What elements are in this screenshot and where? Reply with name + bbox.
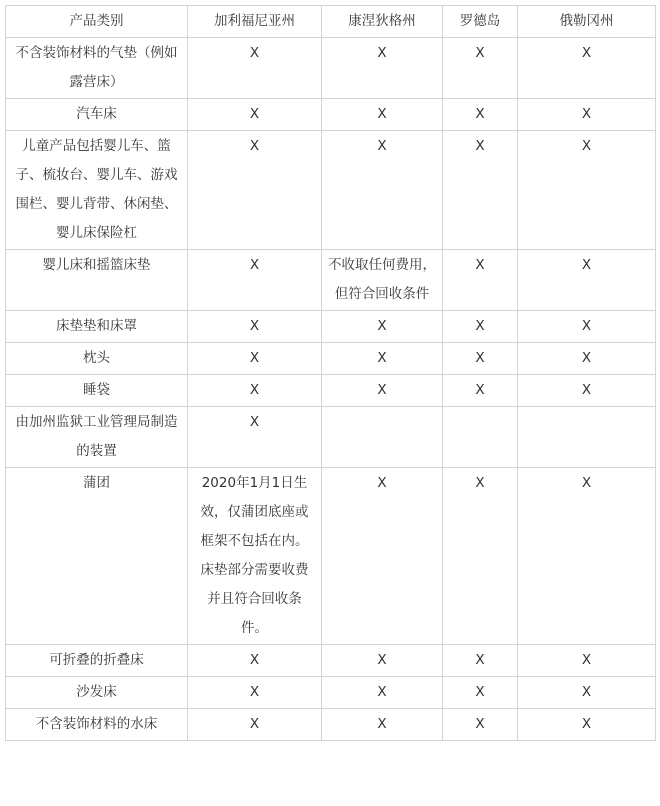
recycling-fee-table: [5, 5, 656, 741]
product-category-cell: 枕头: [6, 343, 188, 375]
california-cell: X: [188, 645, 322, 677]
oregon-cell: X: [518, 250, 656, 311]
california-cell: X: [188, 38, 322, 99]
oregon-cell: [518, 407, 656, 468]
table-row: [6, 709, 656, 741]
table-row: [6, 677, 656, 709]
rhode-island-cell: X: [443, 709, 518, 741]
california-cell: X: [188, 375, 322, 407]
rhode-island-cell: X: [443, 311, 518, 343]
rhode-island-cell: X: [443, 38, 518, 99]
connecticut-cell: 不收取任何费用，但符合回收条件: [322, 250, 443, 311]
california-cell: 2020年1月1日生效，仅蒲团底座或框架不包括在内。床垫部分需要收费并且符合回收条件。: [188, 468, 322, 645]
oregon-cell: X: [518, 343, 656, 375]
table-row: [6, 343, 656, 375]
oregon-cell: X: [518, 38, 656, 99]
oregon-cell: X: [518, 677, 656, 709]
header-connecticut: 康涅狄格州: [322, 6, 443, 38]
header-california: 加利福尼亚州: [188, 6, 322, 38]
table-row: [6, 468, 656, 645]
table-row: [6, 311, 656, 343]
header-rhode-island: 罗德岛: [443, 6, 518, 38]
product-category-cell: 儿童产品包括婴儿车、篮子、梳妆台、婴儿车、游戏围栏、婴儿背带、休闲垫、婴儿床保险杠: [6, 131, 188, 250]
product-category-cell: 不含装饰材料的气垫（例如露营床）: [6, 38, 188, 99]
product-category-cell: 可折叠的折叠床: [6, 645, 188, 677]
table-row: [6, 99, 656, 131]
table-row: [6, 375, 656, 407]
california-cell: X: [188, 343, 322, 375]
product-category-cell: 汽车床: [6, 99, 188, 131]
connecticut-cell: [322, 407, 443, 468]
table-row: [6, 250, 656, 311]
oregon-cell: X: [518, 375, 656, 407]
product-category-cell: 婴儿床和摇篮床垫: [6, 250, 188, 311]
california-cell: X: [188, 407, 322, 468]
connecticut-cell: X: [322, 99, 443, 131]
product-category-cell: 不含装饰材料的水床: [6, 709, 188, 741]
table-row: [6, 131, 656, 250]
table-row: [6, 407, 656, 468]
header-oregon: 俄勒冈州: [518, 6, 656, 38]
california-cell: X: [188, 99, 322, 131]
connecticut-cell: X: [322, 468, 443, 645]
product-category-cell: 沙发床: [6, 677, 188, 709]
product-category-cell: 睡袋: [6, 375, 188, 407]
connecticut-cell: X: [322, 645, 443, 677]
connecticut-cell: X: [322, 131, 443, 250]
oregon-cell: X: [518, 131, 656, 250]
product-category-cell: 蒲团: [6, 468, 188, 645]
product-category-cell: 由加州监狱工业管理局制造的装置: [6, 407, 188, 468]
connecticut-cell: X: [322, 38, 443, 99]
rhode-island-cell: X: [443, 131, 518, 250]
oregon-cell: X: [518, 709, 656, 741]
california-cell: X: [188, 250, 322, 311]
oregon-cell: X: [518, 645, 656, 677]
rhode-island-cell: X: [443, 677, 518, 709]
product-category-cell: 床垫垫和床罩: [6, 311, 188, 343]
california-cell: X: [188, 709, 322, 741]
table-row: [6, 645, 656, 677]
connecticut-cell: X: [322, 375, 443, 407]
rhode-island-cell: X: [443, 375, 518, 407]
oregon-cell: X: [518, 99, 656, 131]
rhode-island-cell: X: [443, 99, 518, 131]
header-product-category: 产品类别: [6, 6, 188, 38]
rhode-island-cell: X: [443, 250, 518, 311]
california-cell: X: [188, 677, 322, 709]
table-header-row: [6, 6, 656, 38]
california-cell: X: [188, 131, 322, 250]
oregon-cell: X: [518, 468, 656, 645]
connecticut-cell: X: [322, 311, 443, 343]
connecticut-cell: X: [322, 343, 443, 375]
rhode-island-cell: [443, 407, 518, 468]
connecticut-cell: X: [322, 709, 443, 741]
table-row: [6, 38, 656, 99]
rhode-island-cell: X: [443, 468, 518, 645]
oregon-cell: X: [518, 311, 656, 343]
connecticut-cell: X: [322, 677, 443, 709]
rhode-island-cell: X: [443, 645, 518, 677]
rhode-island-cell: X: [443, 343, 518, 375]
california-cell: X: [188, 311, 322, 343]
